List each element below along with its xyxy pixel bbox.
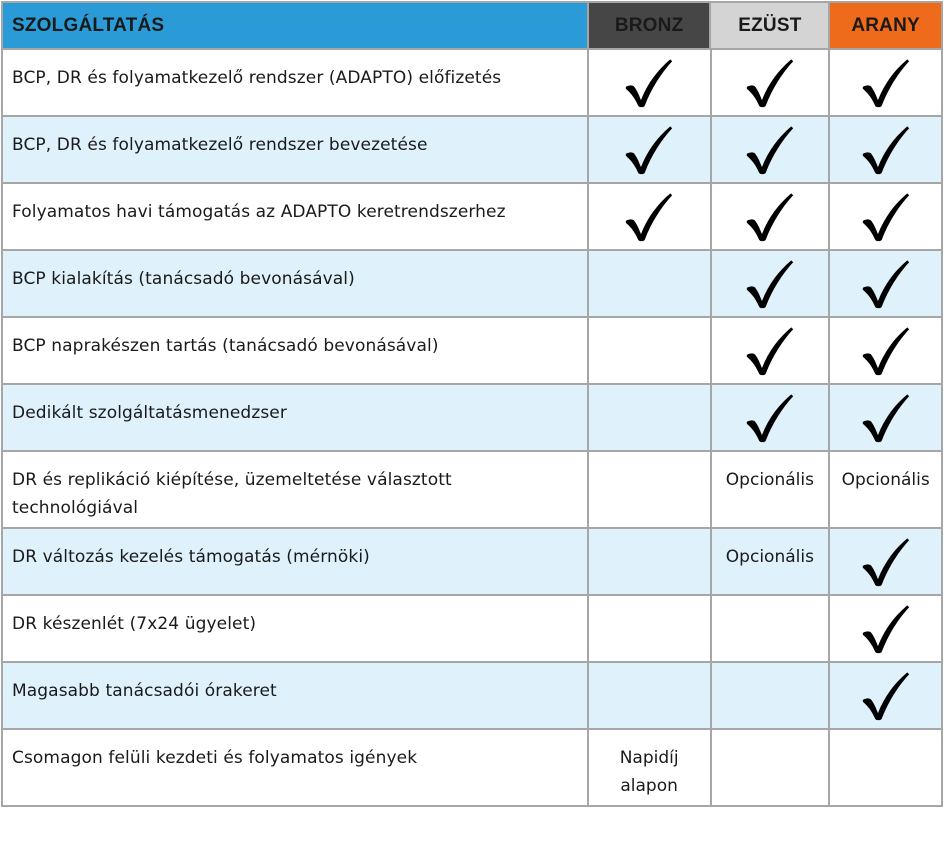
service-name: Csomagon felüli kezdeti és folyamatos igények	[12, 748, 418, 768]
check-icon	[860, 603, 912, 657]
plan-cell-ezust	[712, 596, 831, 663]
plan-cell-bronz	[589, 663, 712, 730]
plan-cell-arany	[830, 730, 943, 807]
table-body	[3, 50, 943, 807]
header-plan-ezust-label: EZÜST	[738, 14, 802, 36]
plan-cell-arany	[830, 50, 943, 117]
service-name-cell	[3, 184, 589, 251]
check-icon	[623, 57, 675, 111]
service-name: BCP, DR és folyamatkezelő rendszer (ADAPTO) előfizetés	[12, 68, 502, 88]
service-name: Magasabb tanácsadói órakeret	[12, 681, 277, 701]
header-plan-bronz-label: BRONZ	[614, 14, 684, 36]
plan-cell-text: Opcionális	[725, 547, 814, 567]
plan-cell-bronz	[589, 596, 712, 663]
plan-cell-bronz	[589, 251, 712, 318]
check-icon	[744, 258, 796, 312]
plan-cell-ezust	[712, 452, 831, 529]
table-row	[3, 117, 943, 184]
plan-cell-arany	[830, 596, 943, 663]
plan-cell-arany	[830, 529, 943, 596]
service-name-cell	[3, 117, 589, 184]
header-plan-ezust	[711, 3, 830, 50]
table-row	[3, 184, 943, 251]
check-icon	[623, 124, 675, 178]
plan-cell-bronz	[589, 50, 712, 117]
service-name-cell	[3, 596, 589, 663]
plan-cell-arany	[830, 117, 943, 184]
service-comparison-table	[1, 1, 943, 807]
check-icon	[860, 191, 912, 245]
table-row	[3, 529, 943, 596]
plan-cell-bronz	[589, 184, 712, 251]
plan-cell-arany	[830, 318, 943, 385]
table-row	[3, 663, 943, 730]
plan-cell-ezust	[712, 730, 831, 807]
service-name-cell	[3, 385, 589, 452]
service-name-cell	[3, 251, 589, 318]
service-name: DR és replikáció kiépítése, üzemeltetése választott technológiával	[12, 470, 452, 518]
plan-cell-ezust	[712, 385, 831, 452]
plan-cell-bronz	[589, 318, 712, 385]
plan-cell-bronz	[589, 529, 712, 596]
plan-cell-text: Opcionális	[841, 470, 930, 490]
service-name: Folyamatos havi támogatás az ADAPTO keretrendszerhez	[12, 202, 506, 222]
table-row	[3, 318, 943, 385]
plan-cell-ezust	[712, 529, 831, 596]
service-name: BCP naprakészen tartás (tanácsadó bevonásával)	[12, 336, 439, 356]
service-name-cell	[3, 730, 589, 807]
table-row	[3, 50, 943, 117]
plan-cell-bronz	[589, 117, 712, 184]
check-icon	[744, 191, 796, 245]
check-icon	[744, 392, 796, 446]
plan-cell-ezust	[712, 117, 831, 184]
check-icon	[744, 57, 796, 111]
plan-cell-arany	[830, 251, 943, 318]
plan-cell-ezust	[712, 251, 831, 318]
service-name: BCP kialakítás (tanácsadó bevonásával)	[12, 269, 355, 289]
plan-cell-ezust	[712, 663, 831, 730]
check-icon	[860, 536, 912, 590]
check-icon	[860, 325, 912, 379]
plan-cell-text: Opcionális	[725, 470, 814, 490]
check-icon	[744, 124, 796, 178]
plan-cell-text: Napidíj alapon	[619, 748, 679, 796]
plan-cell-arany	[830, 452, 943, 529]
header-service	[3, 3, 589, 50]
plan-cell-bronz	[589, 385, 712, 452]
plan-cell-ezust	[712, 184, 831, 251]
service-name: Dedikált szolgáltatásmenedzser	[12, 403, 287, 423]
check-icon	[860, 124, 912, 178]
check-icon	[860, 670, 912, 724]
header-service-label: SZOLGÁLTATÁS	[12, 14, 165, 36]
plan-cell-bronz	[589, 452, 712, 529]
header-plan-arany	[830, 3, 943, 50]
plan-cell-arany	[830, 385, 943, 452]
table-row	[3, 385, 943, 452]
service-name-cell	[3, 452, 589, 529]
header-plan-bronz	[589, 3, 712, 50]
service-name: DR változás kezelés támogatás (mérnöki)	[12, 547, 370, 567]
service-name-cell	[3, 50, 589, 117]
plan-cell-arany	[830, 663, 943, 730]
plan-cell-ezust	[712, 50, 831, 117]
service-name-cell	[3, 318, 589, 385]
header-plan-arany-label: ARANY	[851, 14, 920, 36]
check-icon	[744, 325, 796, 379]
plan-cell-arany	[830, 184, 943, 251]
check-icon	[860, 258, 912, 312]
plan-cell-ezust	[712, 318, 831, 385]
table-row	[3, 452, 943, 529]
table-header-row	[3, 3, 943, 50]
check-icon	[860, 57, 912, 111]
service-name: DR készenlét (7x24 ügyelet)	[12, 614, 257, 634]
plan-cell-bronz	[589, 730, 712, 807]
check-icon	[860, 392, 912, 446]
table-row	[3, 596, 943, 663]
service-name-cell	[3, 663, 589, 730]
check-icon	[623, 191, 675, 245]
table-row	[3, 730, 943, 807]
service-name-cell	[3, 529, 589, 596]
table-row	[3, 251, 943, 318]
service-name: BCP, DR és folyamatkezelő rendszer bevezetése	[12, 135, 428, 155]
